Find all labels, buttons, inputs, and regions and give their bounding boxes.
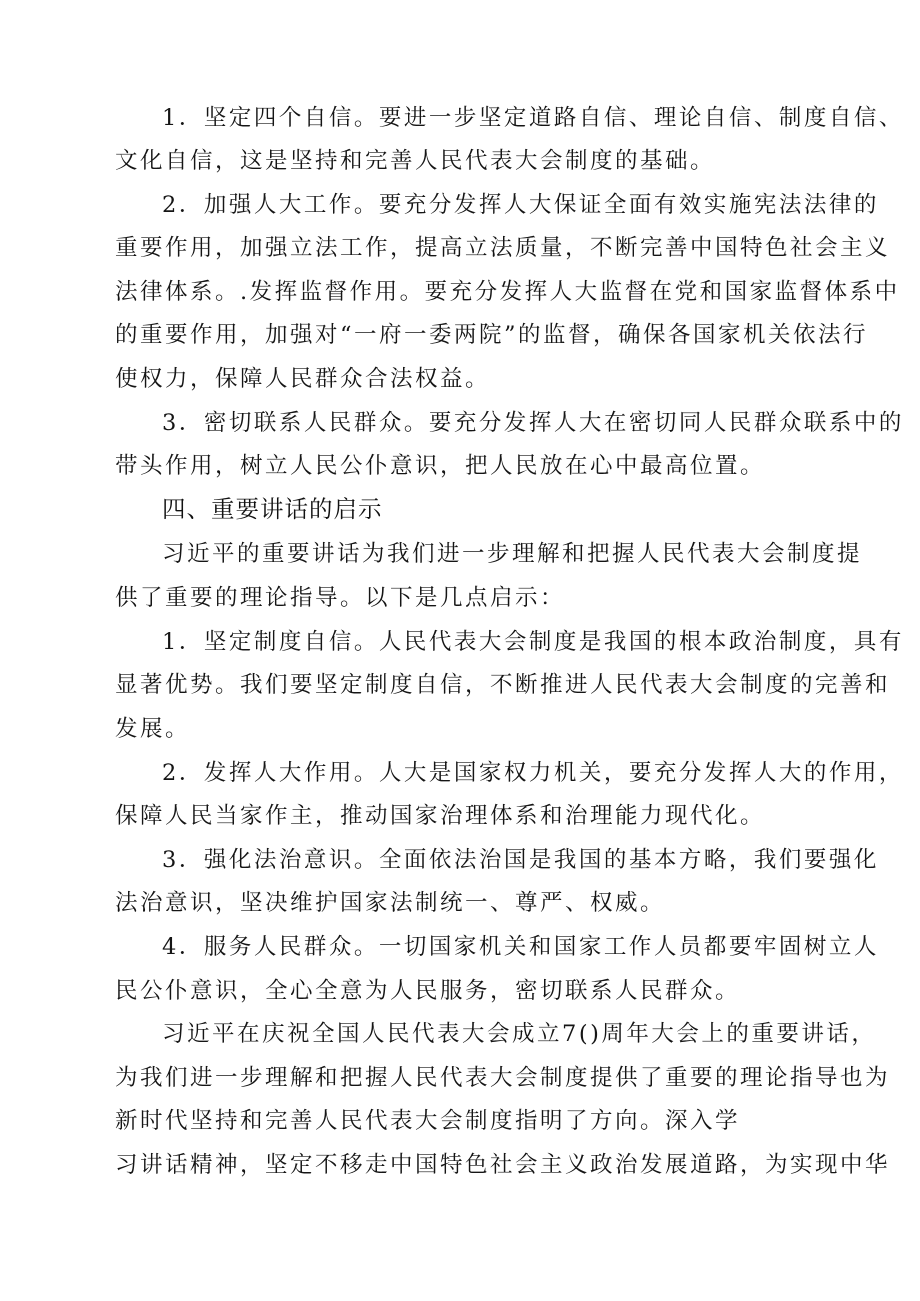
paragraph-line: 显著优势。我们要坚定制度自信，不断推进人民代表大会制度的完善和 [115, 672, 891, 698]
paragraph-line: 1．坚定四个自信。要进一步坚定道路自信、理论自信、制度自信、 [162, 105, 904, 131]
paragraph-line: 使权力，保障人民群众合法权益。 [115, 366, 491, 392]
paragraph-line: 3．密切联系人民群众。要充分发挥人大在密切同人民群众联系中的 [162, 410, 904, 436]
paragraph-line: 的重要作用，加强对“一府一委两院”的监督，确保各国家机关依法行 [115, 322, 869, 348]
paragraph-line: 文化自信，这是坚持和完善人民代表大会制度的基础。 [115, 148, 716, 174]
paragraph-line: 带头作用，树立人民公仆意识，把人民放在心中最高位置。 [115, 453, 766, 479]
section-heading: 四、重要讲话的启示 [162, 495, 383, 523]
paragraph-line: 2．加强人大工作。要充分发挥人大保证全面有效实施宪法法律的 [162, 192, 879, 218]
paragraph-line: 供了重要的理论指导。以下是几点启示： [115, 585, 566, 611]
paragraph-line: 习近平的重要讲话为我们进一步理解和把握人民代表大会制度提 [162, 541, 863, 567]
paragraph-line: 3．强化法治意识。全面依法治国是我国的基本方略，我们要强化 [162, 847, 879, 873]
paragraph-line: 发展。 [115, 716, 191, 742]
paragraph-line: 民公仆意识，全心全意为人民服务，密切联系人民群众。 [115, 978, 741, 1004]
paragraph-line: 法治意识，坚决维护国家法制统一、尊严、权威。 [115, 890, 666, 916]
paragraph-line: 新时代坚持和完善人民代表大会制度指明了方向。深入学 [115, 1108, 741, 1134]
paragraph-line: 保障人民当家作主，推动国家治理体系和治理能力现代化。 [115, 803, 766, 829]
paragraph-line: 法律体系。.发挥监督作用。要充分发挥人大监督在党和国家监督体系中 [115, 279, 900, 305]
paragraph-line: 重要作用，加强立法工作，提高立法质量，不断完善中国特色社会主义 [115, 235, 891, 261]
paragraph-line: 习近平在庆祝全国人民代表大会成立7()周年大会上的重要讲话， [162, 1021, 877, 1047]
paragraph-line: 1．坚定制度自信。人民代表大会制度是我国的根本政治制度，具有 [162, 629, 904, 655]
paragraph-line: 2．发挥人大作用。人大是国家权力机关，要充分发挥人大的作用， [162, 760, 904, 786]
paragraph-line: 4．服务人民群众。一切国家机关和国家工作人员都要牢固树立人 [162, 934, 879, 960]
paragraph-line: 为我们进一步理解和把握人民代表大会制度提供了重要的理论指导也为 [115, 1065, 891, 1091]
paragraph-line: 习讲话精神，坚定不移走中国特色社会主义政治发展道路，为实现中华 [115, 1152, 891, 1178]
